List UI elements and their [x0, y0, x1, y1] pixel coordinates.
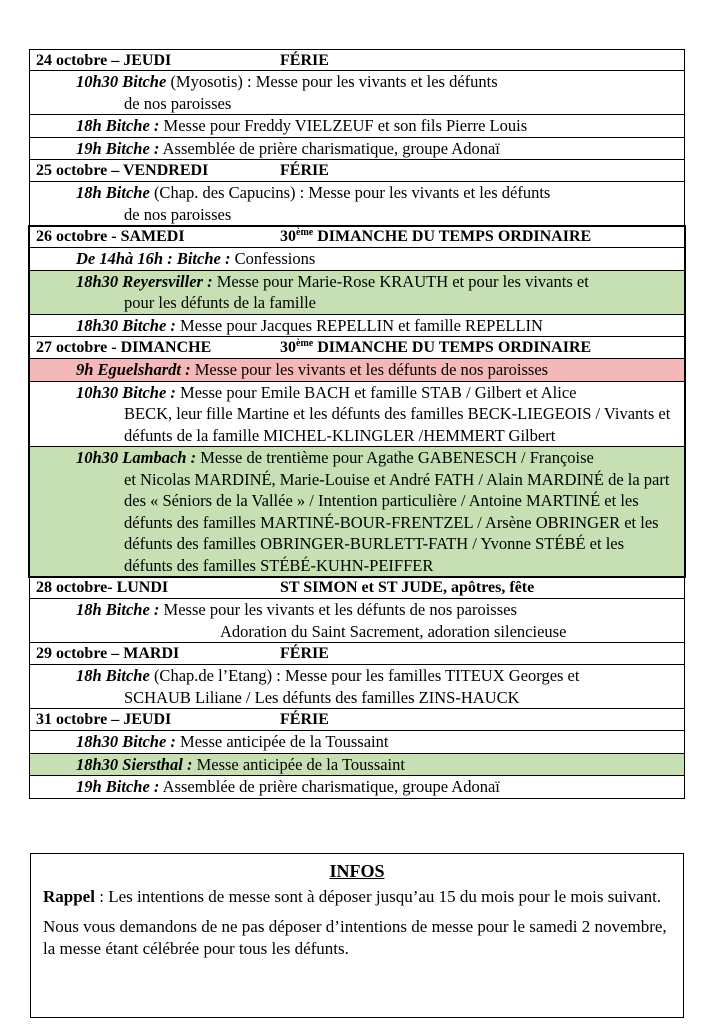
mass-entry	[29, 271, 685, 315]
rappel-text: : Les intentions de messe sont à déposer jusqu’au 15 du mois pour le mois suivant.	[94, 887, 662, 906]
day-header-row	[29, 577, 685, 599]
entry-time-place: 10h30 Lambach :	[76, 448, 197, 467]
entry-text: Messe pour les vivants et les défunts de nos paroisses	[190, 360, 549, 379]
day-date: 28 octobre- LUNDI	[36, 579, 169, 596]
entry-time-place: 18h Bitche :	[76, 116, 160, 135]
mass-entry	[29, 754, 685, 777]
mass-entry	[29, 382, 685, 448]
day-header-row	[29, 643, 685, 665]
entry-time-place: 18h30 Bitche :	[76, 315, 176, 335]
feast-rest: DIMANCHE DU TEMPS ORDINAIRE	[313, 339, 592, 356]
day-header-row	[29, 226, 685, 248]
entry-time-place: 19h Bitche :	[76, 138, 160, 158]
entry-text: Messe pour Marie-Rose KRAUTH et pour les vivants et	[212, 271, 589, 291]
infos-note: Nous vous demandons de ne pas déposer d’intentions de messe pour le samedi 2 novembre, la messe étant célébrée pour tous les défunts.	[43, 917, 667, 958]
entry-continuation: BECK, leur fille Martine et les défunts des familles BECK-LIEGEOIS / Vivants et défunts de la famille MICHEL-KLINGLER /HEMMERT Gilbert	[124, 404, 671, 445]
infos-rappel	[43, 886, 671, 908]
mass-entry	[29, 71, 685, 115]
entry-continuation: et Nicolas MARDINÉ, Marie-Louise et André FATH / Alain MARDINÉ de la part des « Séniors de la Vallée » / Intention particulière / Antoine MARTINÉ et les défunts des familles MARTINÉ-BOUR-FRENTZEL / Arsène OBRINGER et les défunts des familles OBRINGER-BURLETT-FATH / Yvonne STÉBÉ et les défunts des familles STÉBÉ-KUHN-PEIFFER	[124, 469, 670, 575]
day-date: 27 octobre - DIMANCHE	[36, 339, 212, 356]
mass-entry	[29, 359, 685, 382]
entry-time-place: 18h Bitche	[76, 666, 150, 685]
entry-text: Messe pour les vivants et les défunts de nos paroisses	[159, 600, 517, 619]
day-feast: FÉRIE	[280, 711, 329, 728]
feast-superscript: ème	[296, 227, 314, 238]
entry-time-place: 18h Bitche	[76, 183, 150, 202]
entry-text: Messe anticipée de la Toussaint	[175, 732, 389, 751]
entry-continuation: de nos paroisses	[124, 204, 232, 224]
feast-rest: DIMANCHE DU TEMPS ORDINAIRE	[313, 228, 592, 245]
feast-superscript: ème	[296, 338, 314, 349]
day-date: 24 octobre – JEUDI	[36, 52, 172, 69]
mass-entry	[29, 315, 685, 338]
day-feast: 30	[280, 228, 296, 245]
entry-text: (Chap. des Capucins) : Messe pour les vivants et les défunts	[149, 183, 551, 202]
day-date: 29 octobre – MARDI	[36, 645, 180, 662]
mass-schedule-table	[29, 49, 685, 799]
entry-text: Messe anticipée de la Toussaint	[192, 754, 405, 774]
day-header-row	[29, 709, 685, 731]
day-feast: FÉRIE	[280, 52, 329, 69]
entry-text: Assemblée de prière charismatique, groupe Adonaï	[159, 138, 500, 158]
mass-entry	[29, 248, 685, 271]
day-feast: FÉRIE	[280, 162, 329, 179]
entry-continuation: Adoration du Saint Sacrement, adoration silencieuse	[220, 621, 567, 641]
entry-continuation: de nos paroisses	[124, 93, 232, 113]
mass-entry	[29, 138, 685, 161]
entry-time-place: 19h Bitche :	[76, 777, 160, 796]
entry-time-place: De 14hà 16h : Bitche :	[76, 249, 231, 268]
entry-time-place: 18h30 Bitche :	[76, 732, 176, 751]
entry-time-place: 10h30 Bitche	[76, 72, 167, 91]
entry-time-place: 18h30 Siersthal :	[76, 754, 193, 774]
entry-time-place: 9h Eguelshardt :	[76, 360, 191, 379]
entry-time-place: 18h Bitche :	[76, 600, 160, 619]
infos-box	[30, 853, 684, 1018]
day-feast: ST SIMON et ST JUDE, apôtres, fête	[280, 579, 535, 596]
entry-text: Messe pour Emile BACH et famille STAB / Gilbert et Alice	[175, 382, 577, 402]
entry-text: (Myosotis) : Messe pour les vivants et les défunts	[166, 72, 498, 91]
day-feast: FÉRIE	[280, 645, 329, 662]
entry-text: (Chap.de l’Etang) : Messe pour les familles TITEUX Georges et	[149, 666, 580, 685]
entry-text: Confessions	[230, 249, 316, 268]
entry-text: Messe pour Freddy VIELZEUF et son fils Pierre Louis	[159, 116, 528, 135]
day-date: 31 octobre – JEUDI	[36, 711, 172, 728]
entry-continuation: pour les défunts de la famille	[124, 293, 316, 312]
mass-entry	[29, 447, 685, 577]
entry-text: Messe de trentième pour Agathe GABENESCH / Françoise	[196, 448, 594, 467]
day-feast: 30	[280, 339, 296, 356]
rappel-label: Rappel	[43, 887, 95, 906]
day-header-row	[29, 160, 685, 182]
entry-text: Assemblée de prière charismatique, groupe Adonaï	[159, 777, 500, 796]
day-date: 26 octobre - SAMEDI	[36, 228, 185, 245]
entry-time-place: 10h30 Bitche :	[76, 382, 176, 402]
entry-continuation: SCHAUB Liliane / Les défunts des familles ZINS-HAUCK	[124, 687, 520, 707]
mass-entry	[29, 115, 685, 138]
mass-entry	[29, 776, 685, 799]
entry-text: Messe pour Jacques REPELLIN et famille REPELLIN	[175, 315, 543, 335]
mass-entry	[29, 731, 685, 754]
day-header-row	[29, 49, 685, 71]
entry-time-place: 18h30 Reyersviller :	[76, 271, 213, 291]
mass-entry	[29, 182, 685, 226]
day-date: 25 octobre – VENDREDI	[36, 162, 209, 179]
mass-entry	[29, 665, 685, 709]
infos-title: INFOS	[329, 861, 385, 881]
mass-entry	[29, 599, 685, 643]
day-header-row	[29, 337, 685, 359]
